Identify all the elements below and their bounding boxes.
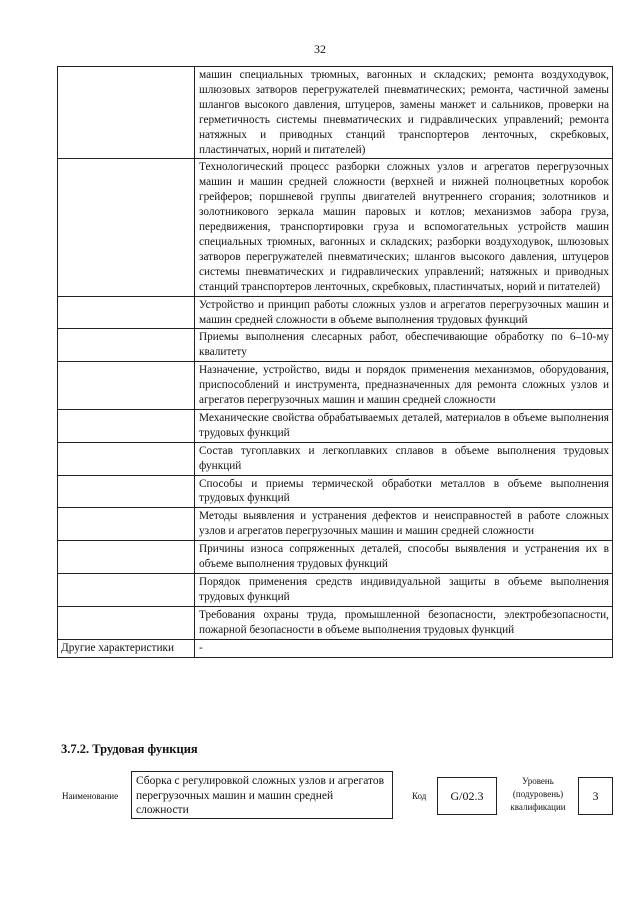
empty-label-cell — [58, 541, 195, 574]
function-info-row — [0, 771, 640, 831]
function-code-box: G/02.3 — [437, 777, 497, 815]
other-characteristics-label: Другие характеристики — [58, 639, 195, 657]
name-label: Наименование — [62, 791, 119, 801]
table-row — [58, 541, 613, 574]
knowledge-item: Методы выявления и устранения дефектов и неисправностей в работе сложных узлов и агрегатов перегрузочных машин и машин средней сложности — [195, 508, 613, 541]
other-characteristics-value: - — [195, 639, 613, 657]
level-value-box: 3 — [578, 777, 613, 815]
table-row — [58, 574, 613, 607]
section-title: 3.7.2. Трудовая функция — [61, 742, 198, 756]
knowledge-item: Требования охраны труда, промышленной безопасности, электробезопасности, пожарной безопасности в объеме выполнения трудовых функций — [195, 606, 613, 639]
level-label: Уровень (подуровень) квалификации — [510, 776, 566, 812]
empty-label-cell — [58, 475, 195, 508]
empty-label-cell — [58, 409, 195, 442]
knowledge-item: Порядок применения средств индивидуальной защиты в объеме выполнения трудовых функций — [195, 574, 613, 607]
knowledge-item: Причины износа сопряженных деталей, способы выявления и устранения их в объеме выполнения трудовых функций — [195, 541, 613, 574]
knowledge-item: Устройство и принцип работы сложных узлов и агрегатов перегрузочных машин и машин средней сложности в объеме выполнения трудовых функций — [195, 296, 613, 329]
knowledge-table — [57, 66, 613, 658]
knowledge-item: Состав тугоплавких и легкоплавких сплавов в объеме выполнения трудовых функций — [195, 442, 613, 475]
table-row — [58, 362, 613, 410]
empty-label-cell — [58, 362, 195, 410]
table-row — [58, 67, 613, 159]
empty-label-cell — [58, 159, 195, 296]
empty-label-cell — [58, 508, 195, 541]
empty-label-cell — [58, 574, 195, 607]
table-row — [58, 508, 613, 541]
knowledge-item: Способы и приемы термической обработки металлов в объеме выполнения трудовых функций — [195, 475, 613, 508]
empty-label-cell — [58, 296, 195, 329]
empty-label-cell — [58, 329, 195, 362]
function-name-box: Сборка с регулировкой сложных узлов и агрегатов перегрузочных машин и машин средней сложности — [131, 771, 393, 819]
page-number: 32 — [314, 42, 326, 56]
code-label: Код — [412, 791, 427, 801]
empty-label-cell — [58, 67, 195, 159]
knowledge-item: Приемы выполнения слесарных работ, обеспечивающие обработку по 6–10-му квалитету — [195, 329, 613, 362]
knowledge-item: Технологический процесс разборки сложных узлов и агрегатов перегрузочных машин и машин средней сложности (верхней и нижней полноцветных коробок грейферов; поршневой группы двигателей внутреннего сгорания; золотников и золотникового зеркала машин паровых и котлов; механизмов забора груза, передвижения, транспортировки груза и вспомогательных устройств машин специальных трюмных, вагонных и складских; разборки воздуходувок, шлюзовых затворов перегружателей пневматических; шлангов высокого давления, штуцеров системы пневматических и гидравлических управлений; натяжных и приводных станций транспортеров ленточных, скребковых, пластинчатых, норий и питателей) — [195, 159, 613, 296]
knowledge-item: машин специальных трюмных, вагонных и складских; ремонта воздуходувок, шлюзовых затворов перегружателей пневматических; ремонта, частичной замены шлангов высокого давления, штуцеров, замены манжет и сальников, проверки на герметичность системы пневматических и гидравлических управлений; ремонта натяжных и приводных станций транспортеров ленточных, скребковых, пластинчатых, норий и питателей) — [195, 67, 613, 159]
table-row — [58, 409, 613, 442]
table-row — [58, 329, 613, 362]
table-row — [58, 296, 613, 329]
table-row — [58, 606, 613, 639]
empty-label-cell — [58, 606, 195, 639]
table-row — [58, 475, 613, 508]
table-row — [58, 159, 613, 296]
knowledge-item: Назначение, устройство, виды и порядок применения механизмов, оборудования, приспособлений и инструмента, предназначенных для ремонта сложных узлов и агрегатов перегрузочных машин и машин средней сложности — [195, 362, 613, 410]
table-row — [58, 442, 613, 475]
knowledge-item: Механические свойства обрабатываемых деталей, материалов в объеме выполнения трудовых функций — [195, 409, 613, 442]
empty-label-cell — [58, 442, 195, 475]
table-row-other — [58, 639, 613, 657]
